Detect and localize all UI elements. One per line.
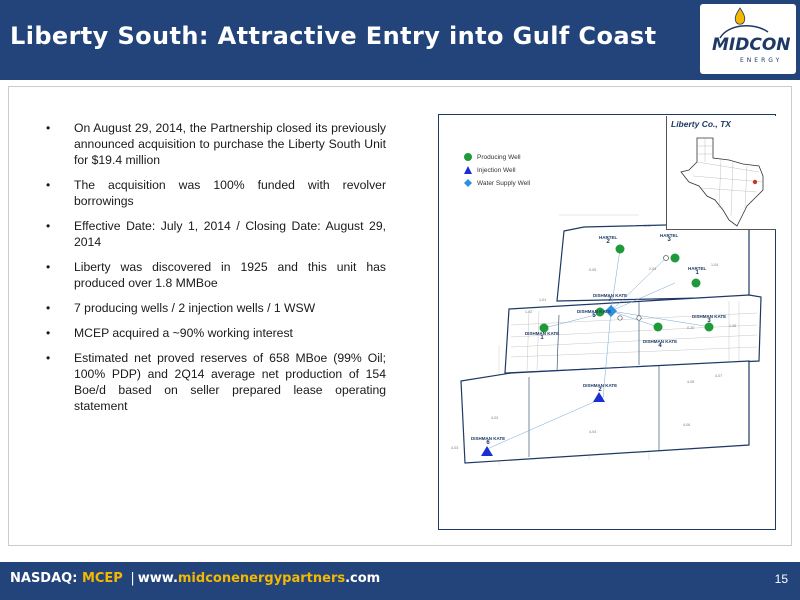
bullet-item: • Estimated net proved reserves of 658 MBoe (99% Oil; 100% PDP) and 2Q14 average net production of 154 Boe/d based on seller prepared lease operating statement bbox=[46, 351, 386, 413]
well-label: DISHMAN KATE 7 bbox=[593, 293, 628, 303]
injection-well-dishman-kate-2 bbox=[593, 392, 605, 402]
svg-text:1-02: 1-02 bbox=[525, 310, 533, 314]
midcon-logo bbox=[700, 4, 796, 74]
bullet-dot: • bbox=[46, 178, 51, 192]
bullet-dot: • bbox=[46, 351, 51, 365]
svg-text:1-01: 1-01 bbox=[644, 224, 652, 228]
well-label: HARTEL 2 bbox=[599, 235, 618, 245]
svg-text:1-06: 1-06 bbox=[729, 324, 737, 328]
svg-text:4-05: 4-05 bbox=[687, 380, 695, 384]
well-label: DISHMAN KATE 1 bbox=[525, 331, 560, 341]
header-bar bbox=[0, 0, 800, 80]
svg-text:0-20: 0-20 bbox=[687, 326, 695, 330]
texas-inset-map bbox=[666, 116, 776, 230]
bullet-dot: • bbox=[46, 260, 51, 274]
bullet-item: • On August 29, 2014, the Partnership closed its previously announced acquisition to purchase the Liberty South Unit for $19.4 million bbox=[46, 121, 386, 167]
well-label: DISHMAN KATE 3 bbox=[692, 314, 727, 324]
bullet-dot: • bbox=[46, 219, 51, 233]
legend-item-injection: Injection Well bbox=[463, 164, 530, 177]
green-circle-icon bbox=[463, 152, 473, 162]
svg-text:MIDCON: MIDCON bbox=[712, 35, 791, 55]
well-label: DISHMAN KATE 6 bbox=[471, 436, 506, 446]
lease-map bbox=[438, 114, 776, 530]
svg-text:1-04: 1-04 bbox=[711, 263, 719, 267]
svg-text:2-03: 2-03 bbox=[649, 267, 657, 271]
svg-text:4-02: 4-02 bbox=[491, 416, 499, 420]
footer-text: NASDAQ: MCEP | www.midconenergypartners.com bbox=[10, 571, 381, 586]
liberty-county-marker bbox=[753, 180, 757, 184]
bullet-item: • MCEP acquired a ~90% working interest bbox=[46, 326, 293, 340]
website-link[interactable]: www.midconenergypartners.com bbox=[137, 571, 381, 586]
blue-triangle-icon bbox=[463, 165, 473, 175]
inset-title: Liberty Co., TX bbox=[671, 119, 731, 129]
ticker: MCEP bbox=[81, 571, 123, 586]
bullet-item: • The acquisition was 100% funded with revolver borrowings bbox=[46, 178, 386, 208]
producing-well-hartel-1 bbox=[692, 279, 701, 288]
footer-bar bbox=[0, 562, 800, 600]
well-label: DISHMAN KATE 2 bbox=[583, 383, 618, 393]
legend-item-water-supply: Water Supply Well bbox=[463, 177, 530, 190]
map-legend bbox=[463, 151, 530, 190]
well-label: DISHMAN KATE 5 bbox=[577, 309, 612, 319]
svg-text:4-06: 4-06 bbox=[683, 423, 691, 427]
svg-text:ENERGY: ENERGY bbox=[740, 57, 783, 64]
svg-text:1-01: 1-01 bbox=[539, 298, 547, 302]
bullet-dot: • bbox=[46, 326, 51, 340]
bullet-list bbox=[40, 120, 386, 423]
blue-diamond-icon bbox=[463, 178, 473, 188]
injection-well-dishman-kate-6 bbox=[481, 446, 493, 456]
bullet-item: • 7 producing wells / 2 injection wells / 1 WSW bbox=[46, 301, 316, 315]
producing-well-hartel-2 bbox=[616, 245, 625, 254]
bullet-dot: • bbox=[46, 121, 51, 135]
bullet-dot: • bbox=[46, 301, 51, 315]
texas-outline-graphic bbox=[667, 116, 777, 230]
bullet-item: • Effective Date: July 1, 2014 / Closing Date: August 29, 2014 bbox=[46, 219, 386, 249]
svg-text:0-05: 0-05 bbox=[589, 268, 597, 272]
producing-well-hartel-3 bbox=[671, 254, 680, 263]
slide-title: Liberty South: Attractive Entry into Gulf Coast bbox=[10, 22, 657, 50]
page-number: 15 bbox=[774, 572, 788, 586]
midcon-logo-graphic bbox=[700, 4, 796, 74]
well-label: HARTEL 1 bbox=[688, 266, 707, 276]
well-label: HARTEL 3 bbox=[660, 233, 679, 243]
svg-text:4-03: 4-03 bbox=[451, 446, 459, 450]
well-label: DISHMAN KATE 4 bbox=[643, 339, 678, 349]
svg-text:4-07: 4-07 bbox=[715, 374, 723, 378]
legend-item-producing: Producing Well bbox=[463, 151, 530, 164]
bullet-item: • Liberty was discovered in 1925 and this unit has produced over 1.8 MMBoe bbox=[46, 260, 386, 290]
producing-well-dishman-kate-4 bbox=[654, 323, 663, 332]
svg-text:4-04: 4-04 bbox=[589, 430, 597, 434]
